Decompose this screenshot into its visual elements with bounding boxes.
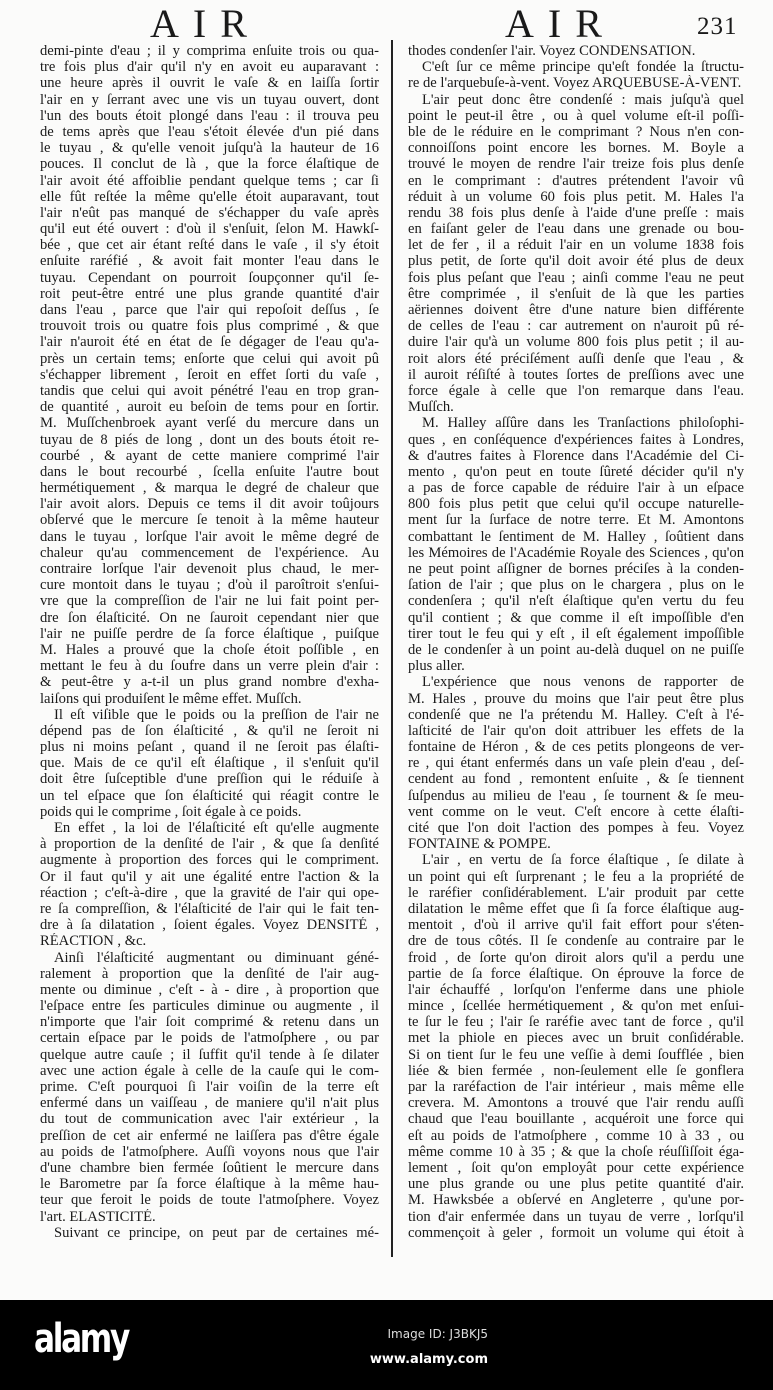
text-line: doit être ſuſceptible d'une preſſion qui le réduiſe à bbox=[40, 771, 379, 788]
text-line: tre fois plus d'air qu'il n'y en avoit eu auparavant : bbox=[40, 59, 379, 76]
text-line: tuyau de 8 piés de long , dont un des bouts étoit re- bbox=[40, 431, 379, 448]
text-line: chaud que l'eau bouillante , acquéroit une force qui bbox=[408, 1111, 744, 1128]
text-line: du tout de communication avec l'air extérieur , la bbox=[40, 1111, 379, 1128]
text-line: quelque autre cauſe ; il ſuffit qu'il tende à ſe dilater bbox=[40, 1046, 379, 1063]
text-line: plus ni moins peſant , quand il ne ſeroit pas élaſti- bbox=[40, 739, 379, 756]
text-line: dépend pas de ſon élaſticité , & qu'il ne ſeroit ni bbox=[40, 722, 379, 739]
text-line: mento , qu'on peut en toute ſûreté décider qu'il n'y bbox=[408, 463, 744, 480]
page-number: 231 bbox=[697, 13, 738, 40]
text-line: L'air peut donc être condenſé : mais juſqu'à quel bbox=[422, 91, 744, 108]
text-line: l'art. ELASTICITÉ. bbox=[40, 1208, 156, 1225]
text-line: l'air ne puiſſe perdre de ſa force élaſtique , puiſque bbox=[40, 625, 379, 642]
text-line: dre de tous côtés. Il ſe condenſe au contraire par le bbox=[408, 933, 744, 950]
text-line: demi-pinte d'eau ; il y comprima enſuite trois ou qua- bbox=[40, 43, 379, 59]
text-line: prime. C'eſt pourquoi ſi l'air voiſin de la terre eſt bbox=[40, 1079, 379, 1095]
text-line: poids qui le comprime , ſoit égale à ce poids. bbox=[40, 803, 302, 820]
text-line: ralement à proportion que la denſité de l'air aug- bbox=[40, 965, 379, 982]
paragraph bbox=[40, 1225, 379, 1241]
text-line: dre à ſa dilatation , ſoient égales. Voyez DENSITÉ , bbox=[40, 917, 379, 934]
text-line: une plus grande ou une plus petite quantité d'air. bbox=[408, 1176, 744, 1193]
text-line: thodes condenſer l'air. Voyez CONDENSATION. bbox=[408, 43, 696, 59]
text-line: bée , que cet air étant reſté dans le vaſe , il s'y étoit bbox=[40, 237, 379, 254]
text-line: dans le bout recourbé , ſcella enſuite l'autre bout bbox=[40, 463, 379, 480]
text-line: d'une chambre bien fermée ſoûtient le mercure dans bbox=[40, 1159, 379, 1176]
text-line: l'air n'eût pas manqué de s'échapper du vaſe après bbox=[40, 204, 379, 221]
text-line: le raréfier conſidérablement. L'air produit par cette bbox=[408, 884, 744, 901]
text-line: FONTAINE & POMPE. bbox=[408, 836, 551, 853]
paragraph bbox=[408, 92, 744, 416]
text-line: rendu 38 fois plus denſe à l'aide d'une preſſe : mais bbox=[408, 204, 744, 221]
text-line: force égale à celle que l'on remarque dans l'eau. bbox=[408, 382, 744, 399]
text-line: re ſa compreſſion, & l'élaſticité de l'air qui le fait ten- bbox=[40, 900, 379, 917]
text-line: réduit à un volume 60 fois plus petit. M. Hales l'a bbox=[408, 188, 744, 205]
text-line: teur que feroit le poids de toute l'atmoſphere. Voyez bbox=[40, 1192, 379, 1209]
text-line: En effet , la loi de l'élaſticité eſt qu'elle augmente bbox=[54, 820, 379, 836]
text-line: l'eſpace entre ſes particules diminue ou augmente , il bbox=[40, 998, 379, 1015]
text-line: ment ſur la ſurface de notre terre. Et M. Amontons bbox=[408, 512, 744, 529]
paragraph bbox=[40, 820, 379, 950]
text-line: Or il faut qu'il y ait une égalité entre l'action & la bbox=[40, 868, 379, 885]
text-line: près un certain tems; enſorte que celui qui avoit pû bbox=[40, 350, 379, 367]
text-line: qu'il eut été ouvert : d'où il s'enſuit, ſelon M. Hawkſ- bbox=[40, 221, 379, 238]
text-line: froid , de ſorte qu'on diroit alors qu'il a perdu une bbox=[408, 949, 744, 966]
text-line: roit alors été préciſément auſſi denſe que l'eau , & bbox=[408, 350, 744, 367]
alamy-logo: alamy bbox=[34, 1316, 128, 1362]
text-line: n'importe que l'air ſoit comprimé & retenu dans un bbox=[40, 1014, 379, 1031]
text-line: L'air , en vertu de ſa force élaſtique , ſe dilate à bbox=[422, 852, 744, 869]
text-column-left bbox=[40, 43, 379, 1241]
text-line: que. Mais de ce qu'il eſt élaſtique , il s'enſuit qu'il bbox=[40, 755, 379, 772]
text-line: l'air en y ſerrant avec une vis un tuyau ouvert, dont bbox=[40, 91, 379, 108]
text-line: RÉACTION , &c. bbox=[40, 933, 147, 950]
text-line: preſſion de cet air enfermé ne laiſſera pas d'être égale bbox=[40, 1127, 379, 1144]
text-line: avec une action égale à celle de la cauſe qui le com- bbox=[40, 1062, 379, 1079]
text-line: L'expérience que nous venons de rapporter de bbox=[422, 674, 744, 691]
text-line: le Barometre par ſa force élaſtique à la même hau- bbox=[40, 1176, 379, 1193]
text-line: roit peut-être entré une plus grande quantité d'air bbox=[40, 285, 379, 302]
text-line: en faiſant geler de l'eau dans une grenade ou bou- bbox=[408, 221, 744, 238]
text-line: contraire lorſque l'air devenoit plus chaud, le mer- bbox=[40, 561, 379, 577]
text-line: tuyau. Cependant on pourroit ſoupçonner qu'il ſe- bbox=[40, 269, 379, 286]
text-line: met la phiole en pieces avec un bruit conſidérable. bbox=[408, 1030, 744, 1047]
paragraph bbox=[40, 707, 379, 820]
text-line: fois plus peſant que l'eau ; ainſi comme l'eau ne peut bbox=[408, 269, 744, 286]
text-line: partie de ſa force élaſtique. On éprouve la force de bbox=[408, 965, 744, 982]
text-line: vre que la compreſſion de l'air ne lui fait point per- bbox=[40, 593, 379, 610]
text-line: mince , ſcellée hermétiquement , & qu'on met enſui- bbox=[408, 998, 744, 1015]
text-line: dre ſon élaſticité. On ne ſauroit cependant nier que bbox=[40, 609, 379, 626]
text-line: te ſur le feu ; l'air ſe raréfie avec tant de force , qu'il bbox=[408, 1014, 744, 1031]
text-line: Suivant ce principe, on peut par de certaines mé- bbox=[54, 1224, 379, 1241]
text-line: eſt au poids de l'atmoſphere , comme 10 à 33 , ou bbox=[408, 1127, 744, 1144]
text-line: l'un des bouts étoit plongé dans l'eau : il trouva peu bbox=[40, 107, 379, 124]
text-line: fontaine de Héron , & de ces petits plongeons de ver- bbox=[408, 739, 744, 756]
text-line: point le peut-il être , ou à quel volume eſt-il poſſi- bbox=[408, 107, 744, 124]
text-line: tandis que celui qui avoit pénétré l'eau en trop gran- bbox=[40, 382, 379, 399]
text-line: le tuyau , & qu'elle venoit juſqu'à la hauteur de 16 bbox=[40, 140, 379, 157]
text-line: vent comme on le veut. C'eſt encore à cette élaſti- bbox=[408, 803, 744, 820]
text-column-right bbox=[408, 43, 744, 1241]
text-line: les Mémoires de l'Académie Royale des Sciences , qu'on bbox=[408, 544, 744, 561]
text-line: en le comprimant : d'autres prétendent l'avoir vû bbox=[408, 172, 744, 189]
text-line: M. Hales , prouve du moins que l'air peut être plus bbox=[408, 690, 744, 707]
text-line: trouvé le moyen de rendre l'air treize fois plus denſe bbox=[408, 156, 744, 173]
text-line: tion d'air enfermée dans un tuyau de verre , lorſqu'il bbox=[408, 1208, 744, 1225]
text-line: ſation de l'air ; que plus on le chargera , plus on le bbox=[408, 577, 744, 594]
text-line: certain eſpace par le poids de l'atmoſphere , ou par bbox=[40, 1030, 379, 1047]
text-line: chaleur qu'au commencement de l'expérience. Au bbox=[40, 544, 379, 561]
paragraph bbox=[408, 415, 744, 674]
text-line: connoiſſons point encore les bornes. M. Boyle a bbox=[408, 140, 744, 157]
paragraph bbox=[408, 852, 744, 1241]
text-line: plus petit, de ſorte qu'il doit avoir été plus de deux bbox=[408, 253, 744, 270]
text-line: crevera. M. Amontons a trouvé que l'air rendu auſſi bbox=[408, 1095, 744, 1112]
paragraph bbox=[408, 43, 744, 59]
text-line: elle fût reſtée la même qu'elle étoit auparavant, tout bbox=[40, 188, 379, 205]
text-line: pouces. Il conclut de là , que la force élaſtique de bbox=[40, 156, 379, 173]
text-line: Muſſch. bbox=[408, 399, 454, 416]
text-line: l'air avoit été affoiblie pendant quelque tems ; car ſi bbox=[40, 172, 379, 189]
text-line: dans l'eau , parce que l'air qui repoſoit deſſus , ſe bbox=[40, 302, 379, 318]
paragraph bbox=[408, 59, 744, 91]
text-line: re de l'arquebuſe-à-vent. Voyez ARQUEBUSE-À-VENT. bbox=[408, 75, 742, 92]
text-line: a pas de force capable de réduire l'air à un eſpace bbox=[408, 480, 744, 497]
paragraph bbox=[408, 674, 744, 852]
text-line: combattant le ſentiment de M. Halley , ſoûtient dans bbox=[408, 528, 744, 545]
text-line: M. Hawksbée a obſervé en Angleterre , qu'une por- bbox=[408, 1192, 744, 1209]
text-line: par la raréfaction de l'air intérieur , mais même elle bbox=[408, 1079, 744, 1095]
text-line: cité que l'on doit l'action des pompes à feu. Voyez bbox=[408, 820, 744, 836]
text-line: s'échapper librement , ſeroit en effet ſorti du vaſe , bbox=[40, 366, 379, 383]
text-line: & d'autres faites à Florence dans l'Académie del Ci- bbox=[408, 447, 744, 464]
text-line: let de fer , il a réduit l'air en un volume 1838 fois bbox=[408, 237, 744, 254]
running-head-right: AIR bbox=[505, 1, 616, 46]
text-line: ble de le réduire en le comprimant ? Nous n'en con- bbox=[408, 123, 744, 140]
text-line: un point qui eſt ſurprenant ; le feu a la propriété de bbox=[408, 868, 744, 885]
text-line: l'air n'auroit été en état de ſe dégager de l'eau qu'a- bbox=[40, 334, 379, 351]
text-line: même comme 10 à 35 ; & que la choſe réuſſiſſoit éga- bbox=[408, 1143, 744, 1160]
text-line: ſuſpendus au milieu de l'eau , ſe tournent & ſe meu- bbox=[408, 787, 744, 804]
text-line: il auroit réſiſté à toutes ſortes de preſſions avec une bbox=[408, 366, 744, 383]
text-line: ques , en conſéquence d'expériences faites à Londres, bbox=[408, 431, 744, 448]
text-line: cendent au fond , remontent enſuite , & ſe tiennent bbox=[408, 771, 744, 788]
text-line: ne peut point aſſigner de bornes préciſes à la conden- bbox=[408, 561, 744, 577]
text-line: M. Halley aſſûre dans les Tranſactions philoſophi- bbox=[422, 415, 744, 432]
text-line: condenſera ; qu'il n'eſt élaſtique qu'en vertu du feu bbox=[408, 593, 744, 610]
text-line: obſervé que le mercure ſe tenoit à la même hauteur bbox=[40, 512, 379, 529]
running-head-left: AIR bbox=[150, 1, 261, 46]
text-line: condenſé que ne l'a prétendu M. Halley. C'eſt à l'é- bbox=[408, 706, 744, 723]
text-line: cure montoit dans le tuyau ; d'où il paroîtroit s'enſui- bbox=[40, 577, 379, 594]
text-line: un tel eſpace que ſon élaſticité qui réagit contre le bbox=[40, 787, 379, 804]
text-line: Il eſt viſible que le poids ou la preſſion de l'air ne bbox=[54, 706, 379, 723]
text-line: qu'il contient ; & que comme il eſt impoſſible d'en bbox=[408, 609, 744, 626]
text-line: 800 fois plus petit que celui qu'il occupe naturelle- bbox=[408, 496, 744, 513]
text-line: de quantité , auroit eu beſoin de tems pour en ſortir. bbox=[40, 399, 379, 416]
text-line: de celles de l'eau : car autrement on n'auroit pû ré- bbox=[408, 318, 744, 335]
text-line: lement , ſoit qu'on employât pour cette expérience bbox=[408, 1159, 744, 1176]
text-line: à proportion de la denſité de l'air , & que ſa denſité bbox=[40, 836, 379, 853]
text-line: hermétiquement , & marqua le degré de chaleur que bbox=[40, 480, 379, 497]
text-line: mente ou diminue , c'eſt - à - dire , à proportion que bbox=[40, 981, 379, 998]
text-line: C'eſt ſur ce même principe qu'eſt fondée la ſtructu- bbox=[422, 59, 744, 76]
image-id: Image ID: J3BKJ5 bbox=[387, 1327, 488, 1341]
text-line: commençoit à geler , formoit un volume qui étoit à bbox=[408, 1224, 744, 1241]
text-line: courbé , & ayant de cette maniere comprimé l'air bbox=[40, 447, 379, 464]
watermark-banner bbox=[0, 1300, 773, 1390]
text-line: mettant le feu à du ſoufre dans un verre plein d'air : bbox=[40, 658, 379, 675]
text-line: Ainſi l'élaſticité augmentant ou diminuant géné- bbox=[54, 949, 379, 966]
text-line: l'air avoit alors. Depuis ce tems il dit avoir toûjours bbox=[40, 496, 379, 513]
text-line: & peut-être y a-t-il un plus grand nombre d'exha- bbox=[40, 674, 379, 691]
text-line: augmente à proportion des forces qui le compriment. bbox=[40, 852, 379, 869]
text-line: de tems après que l'eau s'étoit élevée d'un pié dans bbox=[40, 123, 379, 140]
text-line: mentoit , d'où il arrive qu'il fait effort pour s'éten- bbox=[408, 917, 744, 934]
text-line: M. Hales a prouvé que la choſe étoit poſſible , en bbox=[40, 641, 379, 658]
text-line: plus aller. bbox=[408, 658, 465, 675]
column-divider bbox=[391, 40, 393, 1257]
text-line: enfermé dans un vaiſſeau , de maniere qu'il n'ait plus bbox=[40, 1095, 379, 1112]
text-line: être comprimée , il s'enſuit de là que les parties bbox=[408, 285, 744, 302]
text-line: aëriennes doivent être d'une nature bien différente bbox=[408, 302, 744, 318]
text-line: Si on tient ſur le feu une veſſie à demi ſoufflée , bien bbox=[408, 1046, 744, 1063]
text-line: laſticité de l'air qu'on doit attribuer les effets de la bbox=[408, 722, 744, 739]
text-line: liée & bien fermée , non-ſeulement elle ſe gonflera bbox=[408, 1062, 744, 1079]
text-line: l'air échauffé , lorſqu'on l'enferme dans une phiole bbox=[408, 981, 744, 998]
paragraph bbox=[40, 43, 379, 707]
paragraph bbox=[40, 950, 379, 1225]
text-line: réaction ; c'eſt-à-dire , que la gravité de l'air qui ope- bbox=[40, 884, 379, 901]
text-line: trouvoit trois ou quatre fois plus comprimé , & que bbox=[40, 318, 379, 335]
text-line: au poids de l'atmoſphere. Auſſi voyons nous que l'air bbox=[40, 1143, 379, 1160]
text-line: tirer tout le feu qui y eſt , il eſt également impoſſible bbox=[408, 625, 744, 642]
watermark-url: www.alamy.com bbox=[369, 1352, 488, 1367]
text-line: M. Muſſchenbroek ayant verſé du mercure dans un bbox=[40, 415, 379, 432]
text-line: dilatation le même effet que ſi ſa force élaſtique aug- bbox=[408, 900, 744, 917]
text-line: re , qui étant enfermés dans un vaſe plein d'eau , deſ- bbox=[408, 755, 744, 772]
text-line: enſuite raréfié , & avoit fait monter l'eau dans le bbox=[40, 253, 379, 270]
text-line: laiſons qui produiſent le même effet. Muſſch. bbox=[40, 690, 302, 707]
text-line: duire l'air qu'à un volume 800 fois plus petit ; il au- bbox=[408, 334, 744, 351]
text-line: de le condenſer à un point au-delà duquel on ne puiſſe bbox=[408, 641, 744, 658]
text-line: dans le tuyau , lorſque l'air avoit le même degré de bbox=[40, 528, 379, 545]
text-line: une heure après il ouvrit le vaſe & en laiſſa ſortir bbox=[40, 75, 379, 92]
